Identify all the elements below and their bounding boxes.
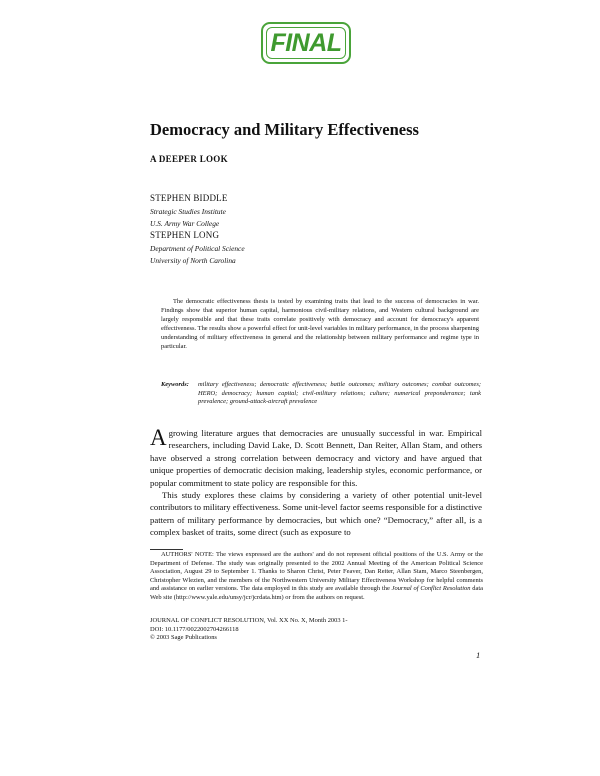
authors-note-label: AUTHORS' NOTE: xyxy=(161,551,214,558)
article-title: Democracy and Military Effectiveness xyxy=(150,120,419,139)
journal-copyright: © 2003 Sage Publications xyxy=(150,634,217,641)
footnote-rule xyxy=(150,549,183,550)
journal-name-italic: Journal of Conflict Resolution xyxy=(391,585,471,593)
author-affiliation: Strategic Studies Institute xyxy=(150,207,226,216)
body-paragraph-text: growing literature argues that democracies are unusually successful in war. Empirical researchers, including David Lake, D. Scott Bennett, Dan Reiter, Allan Stam, and others have observed a strong correlation between democracy and victory and have argued that unique properties of democratic decision making, leadership styles, economic performance, or popular commitment to state policy are responsible for this. xyxy=(150,428,482,488)
article-subtitle: A DEEPER LOOK xyxy=(150,154,228,164)
author-affiliation: Department of Political Science xyxy=(150,244,245,253)
body-paragraph xyxy=(150,427,482,489)
journal-doi: DOI: 10.1177/0022002704266118 xyxy=(150,625,239,633)
keywords-text: military effectiveness; democratic effectiveness; battle outcomes; military outcomes; combat outcomes; HERO; democracy; human capital; civil-military relations; culture; numerical preponderance; tank prevalence; ground-attack-aircraft prevalence xyxy=(198,381,481,405)
authors-note-text-end: data Web site (http://www.yale.edu/unsy/jcr/jcrdata.htm) or from the authors on request. xyxy=(150,585,483,601)
author-affiliation: U.S. Army War College xyxy=(150,219,220,228)
drop-cap: A xyxy=(150,425,167,450)
keywords-label: Keywords: xyxy=(161,381,189,388)
authors-note-text: The views expressed are the authors' and do not represent official positions of the U.S. Army or the Department of Defense. The study was originally presented to the 2002 Annual Meeting of the American Political Science Association, August 29 to September 1. Thanks to Sharon Christ, Peter Feaver, Dan Reiter, Allan Stam, Marco Steenbergen, Christopher Wlezien, and the members of the Northwestern University Military Effectiveness Workshop for helpful comments and assistance on earlier versions. The data employed in this study are available through the xyxy=(150,551,484,593)
page-number: 1 xyxy=(476,650,481,660)
final-stamp-text: FINAL xyxy=(270,28,342,57)
journal-info xyxy=(150,617,348,643)
author-name: STEPHEN LONG xyxy=(150,230,220,240)
journal-citation: JOURNAL OF CONFLICT RESOLUTION, Vol. XX No. X, Month 2003 1- xyxy=(150,617,348,624)
keywords-block xyxy=(161,381,481,407)
article-body xyxy=(150,427,482,539)
author-name: STEPHEN BIDDLE xyxy=(150,193,228,203)
final-stamp xyxy=(261,22,351,64)
abstract: The democratic effectiveness thesis is tested by examining traits that lead to the success of democracies in war. Findings show that superior human capital, harmonious civil-military relations, and Western cultural background are largely responsible and that these traits correlate positively with democracy and account for democracy's apparent effectiveness. The results show a powerful effect for unit-level variables in military performance, in the process sharpening understanding of military effectiveness in general and the relationship between military performance and regime type in particular. xyxy=(161,298,479,351)
final-stamp-border xyxy=(266,27,346,59)
authors-note xyxy=(150,551,483,603)
author-affiliation: University of North Carolina xyxy=(150,256,236,265)
body-paragraph: This study explores these claims by considering a variety of other potential unit-level contributors to military effectiveness. Some unit-level factor seems responsible for a distinctive pattern of military performance by democracies, but which one? “Democracy,” after all, is a complex basket of traits, some direct (such as exposure to xyxy=(150,490,482,538)
